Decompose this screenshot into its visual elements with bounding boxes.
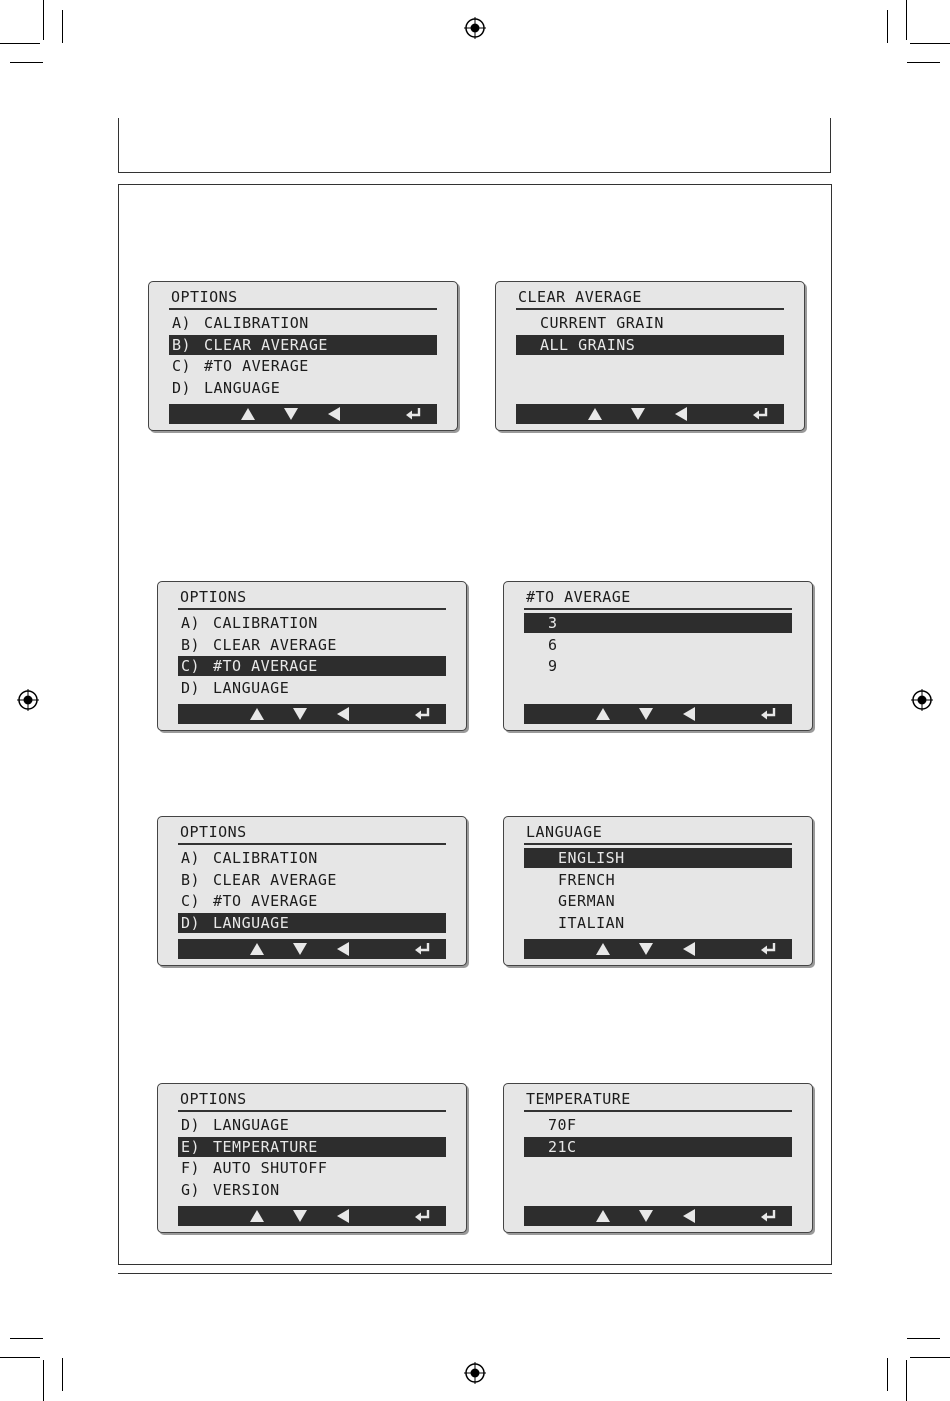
enter-button[interactable]: [410, 704, 436, 724]
menu-item-key: D): [181, 678, 201, 697]
lcd-screen-options-temperature: [157, 1083, 467, 1233]
crop-mark: [43, 1360, 44, 1401]
crop-mark: [887, 10, 888, 43]
back-arrow-button[interactable]: [330, 939, 356, 959]
navigation-bar: [524, 704, 792, 724]
down-arrow-icon: [293, 708, 307, 720]
crop-mark: [910, 43, 950, 44]
down-arrow-icon: [293, 943, 307, 955]
menu-item-label: TEMPERATURE: [213, 1137, 318, 1156]
menu-item-key: F): [181, 1159, 201, 1177]
enter-icon: [761, 707, 777, 721]
menu-item-key: A): [172, 314, 192, 332]
down-arrow-button[interactable]: [633, 939, 659, 959]
menu-item[interactable]: [178, 870, 446, 890]
down-arrow-button[interactable]: [278, 404, 304, 424]
back-arrow-icon: [328, 407, 340, 421]
menu-item-key: D): [181, 913, 201, 932]
enter-icon: [415, 707, 431, 721]
menu-item-label: CALIBRATION: [204, 314, 309, 332]
footer-rule: [118, 1273, 832, 1274]
screen-title: #TO AVERAGE: [526, 588, 631, 606]
crop-mark: [10, 1338, 43, 1339]
menu-item[interactable]: [178, 635, 446, 655]
menu-item-label: CALIBRATION: [213, 614, 318, 632]
menu-item-label: ENGLISH: [558, 849, 625, 867]
menu-item[interactable]: [524, 656, 792, 676]
header-box: [118, 118, 831, 173]
enter-button[interactable]: [748, 404, 774, 424]
menu-item-label: LANGUAGE: [213, 913, 290, 932]
menu-item-selected[interactable]: [516, 335, 784, 355]
navigation-bar: [524, 1206, 792, 1226]
menu-item-label: CLEAR AVERAGE: [204, 335, 328, 354]
navigation-bar: [524, 939, 792, 959]
crop-mark: [62, 1358, 63, 1391]
lcd-screen-options-language: [157, 816, 467, 966]
lcd-screen-options-to-average: [157, 581, 467, 731]
up-arrow-button[interactable]: [235, 404, 261, 424]
navigation-bar: [516, 404, 784, 424]
back-arrow-icon: [337, 1209, 349, 1223]
menu-item-label: GERMAN: [558, 892, 616, 910]
title-divider: [169, 308, 437, 310]
back-arrow-button[interactable]: [676, 1206, 702, 1226]
crop-mark: [0, 1357, 40, 1358]
back-arrow-icon: [683, 942, 695, 956]
menu-item[interactable]: [178, 1158, 446, 1178]
menu-item-label: LANGUAGE: [213, 678, 290, 697]
lcd-screen-language: [503, 816, 813, 966]
menu-item-label: 6: [548, 635, 558, 654]
back-arrow-button[interactable]: [330, 704, 356, 724]
enter-icon: [415, 1209, 431, 1223]
navigation-bar: [178, 1206, 446, 1226]
registration-mark-icon: [464, 17, 486, 39]
menu-item-label: ITALIAN: [558, 913, 625, 932]
title-divider: [178, 1110, 446, 1112]
menu-item[interactable]: [178, 891, 446, 911]
crop-mark: [43, 0, 44, 40]
registration-mark-icon: [464, 1362, 486, 1384]
up-arrow-button[interactable]: [244, 1206, 270, 1226]
lcd-screen-options-clear-average: [148, 281, 458, 431]
enter-icon: [761, 942, 777, 956]
screen-title: LANGUAGE: [526, 823, 603, 841]
back-arrow-button[interactable]: [668, 404, 694, 424]
up-arrow-icon: [250, 1210, 264, 1222]
crop-mark: [910, 1357, 950, 1358]
menu-item[interactable]: [178, 1115, 446, 1135]
menu-item-key: A): [181, 614, 201, 632]
up-arrow-icon: [596, 708, 610, 720]
menu-item[interactable]: [178, 1180, 446, 1200]
menu-item-selected[interactable]: [524, 848, 792, 868]
enter-button[interactable]: [410, 939, 436, 959]
menu-item[interactable]: [169, 313, 437, 333]
crop-mark: [62, 10, 63, 43]
up-arrow-button[interactable]: [244, 704, 270, 724]
back-arrow-icon: [683, 1209, 695, 1223]
menu-item-label: ALL GRAINS: [540, 335, 636, 354]
menu-item-label: CURRENT GRAIN: [540, 314, 664, 332]
screen-title: OPTIONS: [171, 288, 238, 306]
screen-title: OPTIONS: [180, 588, 247, 606]
menu-item-label: CLEAR AVERAGE: [213, 635, 337, 654]
menu-item-key: B): [181, 635, 201, 654]
crop-mark: [907, 62, 940, 63]
screen-title: TEMPERATURE: [526, 1090, 631, 1108]
navigation-bar: [169, 404, 437, 424]
menu-item-key: C): [181, 892, 201, 910]
down-arrow-button[interactable]: [287, 939, 313, 959]
menu-item[interactable]: [178, 613, 446, 633]
down-arrow-icon: [639, 1210, 653, 1222]
menu-item-label: 21C: [548, 1137, 577, 1156]
back-arrow-icon: [337, 707, 349, 721]
down-arrow-icon: [631, 408, 645, 420]
menu-item-label: AUTO SHUTOFF: [213, 1159, 328, 1177]
menu-item-selected[interactable]: [178, 913, 446, 933]
up-arrow-icon: [241, 408, 255, 420]
menu-item[interactable]: [516, 313, 784, 333]
menu-item-label: 3: [548, 614, 558, 632]
back-arrow-button[interactable]: [676, 704, 702, 724]
up-arrow-button[interactable]: [582, 404, 608, 424]
menu-item-key: C): [181, 657, 201, 675]
title-divider: [178, 608, 446, 610]
title-divider: [524, 608, 792, 610]
menu-item-selected[interactable]: [524, 613, 792, 633]
menu-item[interactable]: [524, 1115, 792, 1135]
crop-mark: [10, 62, 43, 63]
title-divider: [178, 843, 446, 845]
menu-item-label: 9: [548, 657, 558, 675]
menu-item-key: B): [172, 335, 192, 354]
enter-icon: [406, 407, 422, 421]
enter-button[interactable]: [756, 704, 782, 724]
crop-mark: [0, 43, 40, 44]
enter-button[interactable]: [401, 404, 427, 424]
crop-mark: [906, 0, 907, 40]
enter-icon: [415, 942, 431, 956]
back-arrow-button[interactable]: [676, 939, 702, 959]
menu-item[interactable]: [178, 848, 446, 868]
menu-item-key: D): [181, 1116, 201, 1134]
menu-item-key: E): [181, 1137, 201, 1156]
lcd-screen-clear-average: [495, 281, 805, 431]
menu-item-key: G): [181, 1180, 201, 1199]
registration-mark-icon: [911, 689, 933, 711]
down-arrow-button[interactable]: [633, 1206, 659, 1226]
title-divider: [516, 308, 784, 310]
menu-item-label: FRENCH: [558, 870, 616, 889]
down-arrow-button[interactable]: [287, 704, 313, 724]
menu-item-label: #TO AVERAGE: [204, 357, 309, 375]
enter-button[interactable]: [410, 1206, 436, 1226]
menu-item-key: C): [172, 357, 192, 375]
screen-title: OPTIONS: [180, 1090, 247, 1108]
menu-item-label: CLEAR AVERAGE: [213, 870, 337, 889]
menu-item-selected[interactable]: [524, 1137, 792, 1157]
down-arrow-icon: [639, 708, 653, 720]
menu-item-selected[interactable]: [178, 1137, 446, 1157]
menu-item-key: A): [181, 849, 201, 867]
back-arrow-button[interactable]: [330, 1206, 356, 1226]
menu-item-selected[interactable]: [178, 656, 446, 676]
down-arrow-icon: [639, 943, 653, 955]
enter-icon: [761, 1209, 777, 1223]
up-arrow-icon: [596, 943, 610, 955]
enter-button[interactable]: [756, 1206, 782, 1226]
crop-mark: [907, 1338, 940, 1339]
back-arrow-icon: [337, 942, 349, 956]
down-arrow-button[interactable]: [287, 1206, 313, 1226]
crop-mark: [887, 1358, 888, 1391]
menu-item-label: LANGUAGE: [213, 1116, 290, 1134]
back-arrow-icon: [675, 407, 687, 421]
screen-title: CLEAR AVERAGE: [518, 288, 642, 306]
menu-item-selected[interactable]: [169, 335, 437, 355]
back-arrow-icon: [683, 707, 695, 721]
registration-mark-icon: [17, 689, 39, 711]
menu-item-label: 70F: [548, 1116, 577, 1134]
up-arrow-icon: [596, 1210, 610, 1222]
enter-icon: [753, 407, 769, 421]
screen-title: OPTIONS: [180, 823, 247, 841]
menu-item-label: LANGUAGE: [204, 378, 281, 397]
menu-item[interactable]: [169, 356, 437, 376]
menu-item[interactable]: [524, 870, 792, 890]
lcd-screen-temperature: [503, 1083, 813, 1233]
up-arrow-button[interactable]: [590, 1206, 616, 1226]
back-arrow-button[interactable]: [321, 404, 347, 424]
up-arrow-button[interactable]: [590, 704, 616, 724]
menu-item[interactable]: [524, 635, 792, 655]
menu-item[interactable]: [524, 913, 792, 933]
menu-item[interactable]: [524, 891, 792, 911]
menu-item-label: VERSION: [213, 1180, 280, 1199]
up-arrow-button[interactable]: [244, 939, 270, 959]
menu-item-key: B): [181, 870, 201, 889]
up-arrow-icon: [250, 708, 264, 720]
menu-item-label: #TO AVERAGE: [213, 657, 318, 675]
crop-mark: [906, 1360, 907, 1401]
up-arrow-icon: [250, 943, 264, 955]
up-arrow-button[interactable]: [590, 939, 616, 959]
menu-item-label: CALIBRATION: [213, 849, 318, 867]
menu-item-key: D): [172, 378, 192, 397]
menu-item[interactable]: [169, 378, 437, 398]
down-arrow-button[interactable]: [633, 704, 659, 724]
lcd-screen-to-average: [503, 581, 813, 731]
menu-item[interactable]: [178, 678, 446, 698]
down-arrow-icon: [293, 1210, 307, 1222]
menu-item-label: #TO AVERAGE: [213, 892, 318, 910]
up-arrow-icon: [588, 408, 602, 420]
navigation-bar: [178, 939, 446, 959]
navigation-bar: [178, 704, 446, 724]
title-divider: [524, 843, 792, 845]
title-divider: [524, 1110, 792, 1112]
enter-button[interactable]: [756, 939, 782, 959]
down-arrow-button[interactable]: [625, 404, 651, 424]
down-arrow-icon: [284, 408, 298, 420]
